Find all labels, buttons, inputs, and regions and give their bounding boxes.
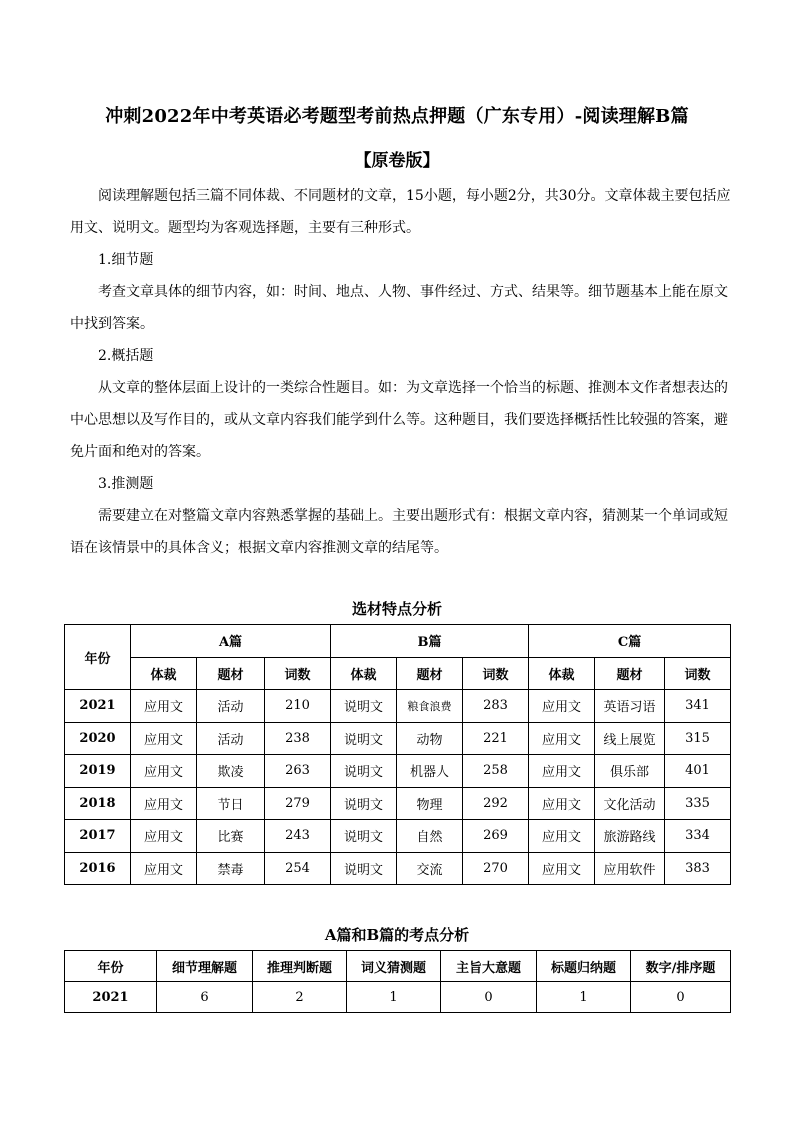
section-heading-inference: 3.推测题 (98, 476, 154, 492)
table-cell: 6 (157, 982, 253, 1013)
table-cell: 旅游路线 (595, 820, 665, 853)
column-header: 标题归纳题 (537, 951, 631, 982)
column-header: 年份 (65, 951, 157, 982)
table-cell: 243 (265, 820, 331, 853)
group-header-a: A篇 (131, 625, 331, 658)
subheader-genre: 体裁 (529, 657, 595, 690)
table-cell: 说明文 (331, 755, 397, 788)
document-title: 冲刺2022年中考英语必考题型考前热点押题（广东专用）-阅读理解B篇 (105, 106, 689, 127)
table-cell: 269 (463, 820, 529, 853)
year-cell: 2021 (65, 982, 157, 1013)
table-row (65, 982, 731, 1013)
intro-paragraph: 阅读理解题包括三篇不同体裁、不同题材的文章，15小题，每小题2分，共30分。文章体裁主要包括应用文、说明文。题型均为客观选择题，主要有三种形式。 (70, 188, 731, 236)
table-cell: 335 (665, 787, 731, 820)
group-header-b: B篇 (331, 625, 529, 658)
table-cell: 物理 (397, 787, 463, 820)
question-type-table (64, 950, 731, 1013)
table-cell: 应用文 (529, 722, 595, 755)
column-header: 主旨大意题 (441, 951, 537, 982)
table-cell: 应用文 (529, 820, 595, 853)
table-cell: 禁毒 (197, 852, 265, 885)
summary-paragraph: 从文章的整体层面上设计的一类综合性题目。如：为文章选择一个恰当的标题、推测本文作者想表达的中心思想以及写作目的，或从文章内容我们能学到什么等。这种题目，我们要选择概括性比较强的答案，避免片面和绝对的答案。 (70, 380, 728, 460)
table-cell: 221 (463, 722, 529, 755)
table-cell: 线上展览 (595, 722, 665, 755)
table-cell: 334 (665, 820, 731, 853)
table-cell: 应用文 (529, 852, 595, 885)
table-cell: 应用文 (131, 690, 197, 723)
table-cell: 机器人 (397, 755, 463, 788)
table-cell: 节日 (197, 787, 265, 820)
table-row (65, 690, 731, 723)
table-cell: 说明文 (331, 852, 397, 885)
table-cell: 应用文 (529, 787, 595, 820)
table2-caption: A篇和B篇的考点分析 (324, 926, 470, 944)
column-header: 推理判断题 (253, 951, 347, 982)
year-cell: 2016 (65, 852, 131, 885)
section-heading-detail: 1.细节题 (98, 252, 154, 268)
column-header: 词义猜测题 (347, 951, 441, 982)
table-cell: 254 (265, 852, 331, 885)
table-cell: 315 (665, 722, 731, 755)
subheader-wordcount: 词数 (265, 657, 331, 690)
subheader-genre: 体裁 (131, 657, 197, 690)
document-subtitle: 【原卷版】 (354, 151, 440, 171)
table-cell: 自然 (397, 820, 463, 853)
table-cell: 238 (265, 722, 331, 755)
table-cell: 341 (665, 690, 731, 723)
table-cell: 0 (441, 982, 537, 1013)
subheader-wordcount: 词数 (665, 657, 731, 690)
table-cell: 说明文 (331, 690, 397, 723)
table-cell: 应用文 (131, 722, 197, 755)
table-cell: 说明文 (331, 820, 397, 853)
table1-caption: 选材特点分析 (351, 600, 442, 618)
year-cell: 2019 (65, 755, 131, 788)
table-cell: 292 (463, 787, 529, 820)
year-cell: 2021 (65, 690, 131, 723)
table-cell: 活动 (197, 690, 265, 723)
table-cell: 2 (253, 982, 347, 1013)
table-cell: 英语习语 (595, 690, 665, 723)
column-header: 细节理解题 (157, 951, 253, 982)
table-cell: 应用文 (131, 820, 197, 853)
column-header: 数字/排序题 (631, 951, 731, 982)
table-cell: 279 (265, 787, 331, 820)
subheader-genre: 体裁 (331, 657, 397, 690)
year-header: 年份 (65, 625, 131, 690)
table-row (65, 755, 731, 788)
table-row (65, 820, 731, 853)
table-cell: 应用文 (131, 787, 197, 820)
section-heading-summary: 2.概括题 (98, 348, 154, 364)
year-cell: 2017 (65, 820, 131, 853)
table-cell: 应用文 (529, 690, 595, 723)
detail-paragraph: 考查文章具体的细节内容，如：时间、地点、人物、事件经过、方式、结果等。细节题基本上能在原文中找到答案。 (70, 284, 728, 332)
table-row (65, 787, 731, 820)
inference-paragraph: 需要建立在对整篇文章内容熟悉掌握的基础上。主要出题形式有：根据文章内容，猜测某一个单词或短语在该情景中的具体含义；根据文章内容推测文章的结尾等。 (70, 508, 728, 556)
table-cell: 401 (665, 755, 731, 788)
table-cell: 383 (665, 852, 731, 885)
group-header-c: C篇 (529, 625, 731, 658)
subheader-topic: 题材 (595, 657, 665, 690)
table-cell: 270 (463, 852, 529, 885)
table-row (65, 722, 731, 755)
table-cell: 应用文 (131, 755, 197, 788)
table-cell: 应用文 (131, 852, 197, 885)
table-cell: 263 (265, 755, 331, 788)
table-cell: 说明文 (331, 722, 397, 755)
year-cell: 2018 (65, 787, 131, 820)
year-cell: 2020 (65, 722, 131, 755)
table-cell: 283 (463, 690, 529, 723)
table-cell: 活动 (197, 722, 265, 755)
table-cell: 1 (537, 982, 631, 1013)
table-cell: 应用文 (529, 755, 595, 788)
table-cell: 210 (265, 690, 331, 723)
table-row (65, 852, 731, 885)
table-cell: 粮食浪费 (397, 690, 463, 723)
subheader-topic: 题材 (197, 657, 265, 690)
table-cell: 交流 (397, 852, 463, 885)
subheader-wordcount: 词数 (463, 657, 529, 690)
table-cell: 258 (463, 755, 529, 788)
table-cell: 应用软件 (595, 852, 665, 885)
table-cell: 比赛 (197, 820, 265, 853)
material-analysis-table (64, 624, 731, 885)
table-cell: 文化活动 (595, 787, 665, 820)
table-cell: 说明文 (331, 787, 397, 820)
table-cell: 动物 (397, 722, 463, 755)
table-cell: 1 (347, 982, 441, 1013)
subheader-topic: 题材 (397, 657, 463, 690)
table-cell: 0 (631, 982, 731, 1013)
table-cell: 欺凌 (197, 755, 265, 788)
table-cell: 俱乐部 (595, 755, 665, 788)
